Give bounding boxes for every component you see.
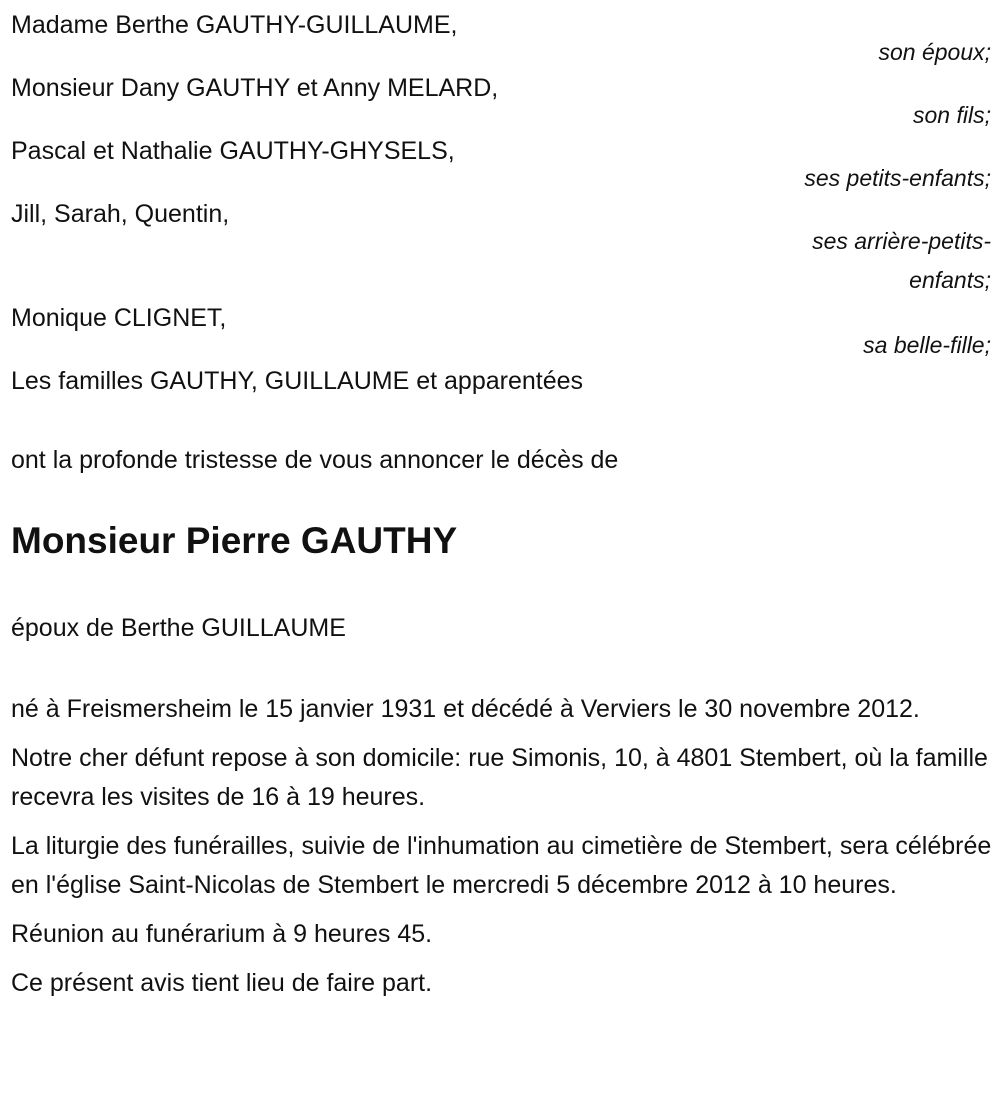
funeral-details [11, 690, 996, 1013]
family-relation: son fils; [913, 102, 991, 128]
family-entry [11, 0, 991, 63]
family-relation: sa belle-fille; [863, 332, 991, 358]
liturgy-paragraph: La liturgie des funérailles, suivie de l'inhumation au cimetière de Stembert, sera célébrée en l'église Saint-Nicolas de Stembert le mercredi 5 décembre 2012 à 10 heures. [11, 832, 992, 899]
family-relation: ses arrière-petits-enfants; [812, 228, 991, 293]
family-relation: son époux; [878, 39, 991, 65]
family-entry [11, 126, 991, 189]
deceased-name-heading: Monsieur Pierre GAUTHY [11, 520, 458, 561]
family-member-name: Madame Berthe GAUTHY-GUILLAUME, [11, 11, 458, 39]
family-member-name: Pascal et Nathalie GAUTHY-GHYSELS, [11, 137, 455, 165]
birth-death-paragraph: né à Freismersheim le 15 janvier 1931 et décédé à Verviers le 30 novembre 2012. [11, 695, 920, 723]
family-entry [11, 63, 991, 126]
family-list [11, 0, 991, 396]
notice-paragraph: Ce présent avis tient lieu de faire part. [11, 969, 433, 997]
visitation-paragraph: Notre cher défunt repose à son domicile: rue Simonis, 10, à 4801 Stembert, où la famille recevra les visites de 16 à 19 heures. [11, 744, 988, 811]
spouse-line: époux de Berthe GUILLAUME [11, 614, 346, 642]
family-member-name: Monsieur Dany GAUTHY et Anny MELARD, [11, 74, 499, 102]
family-relation: ses petits-enfants; [804, 165, 991, 191]
family-member-name: Monique CLIGNET, [11, 304, 227, 332]
family-entry [11, 293, 991, 356]
family-entry [11, 189, 991, 293]
announcement-intro: ont la profonde tristesse de vous annoncer le décès de [11, 446, 619, 474]
family-member-name: Jill, Sarah, Quentin, [11, 200, 230, 228]
family-member-name: Les familles GAUTHY, GUILLAUME et apparentées [11, 367, 584, 395]
gathering-paragraph: Réunion au funérarium à 9 heures 45. [11, 920, 433, 948]
family-entry [11, 356, 991, 396]
